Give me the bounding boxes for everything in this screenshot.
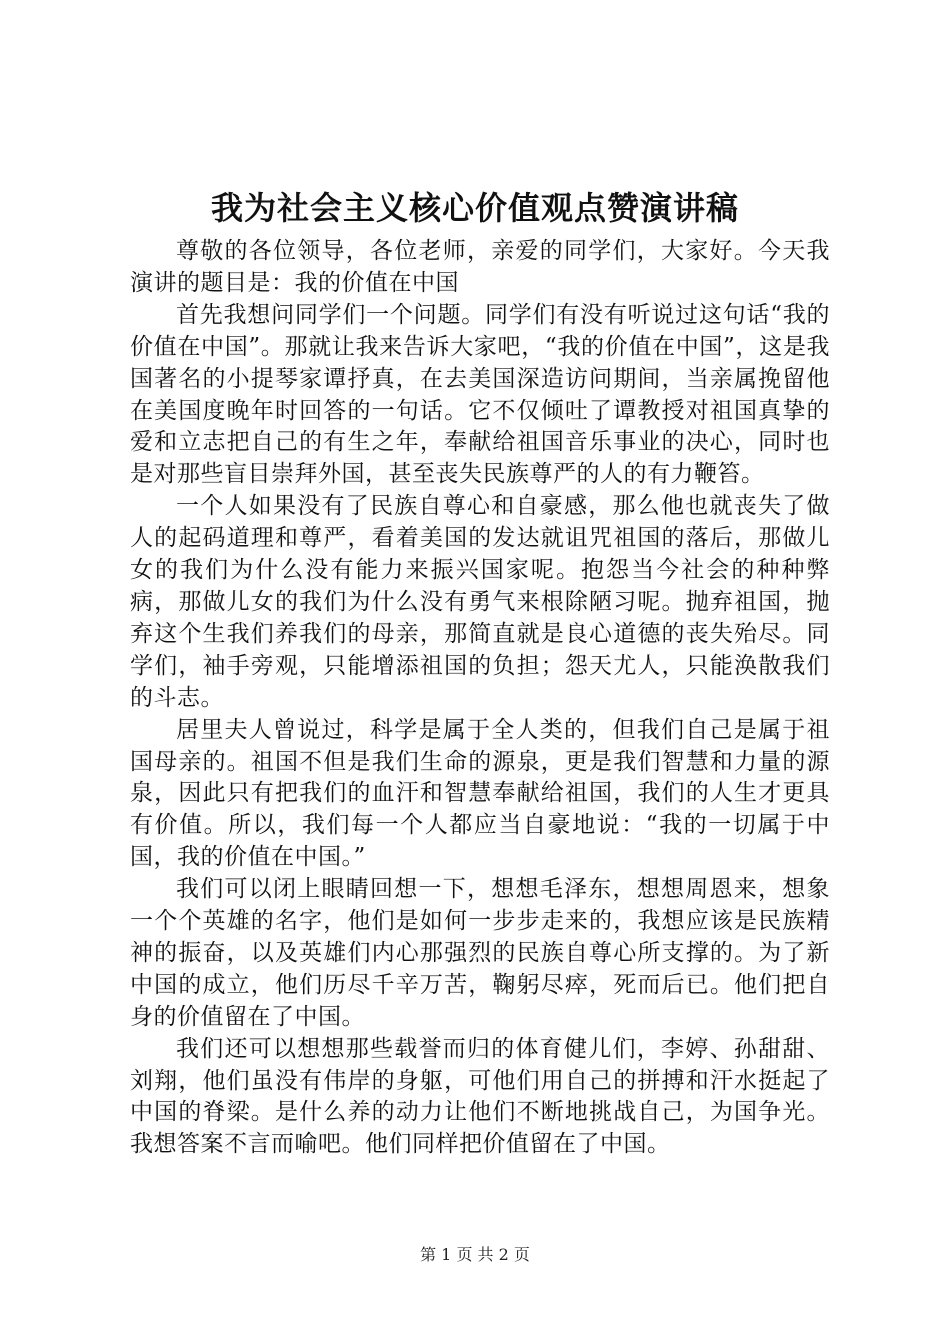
- paragraph-greeting: 尊敬的各位领导，各位老师，亲爱的同学们，大家好。今天我演讲的题目是：我的价值在中国: [130, 238, 830, 296]
- paragraph-athletes: 我们还可以想想那些载誉而归的体育健儿们，李婷、孙甜甜、刘翔，他们虽没有伟岸的身躯，可他们用自己的拼搏和汗水挺起了中国的脊梁。是什么养的动力让他们不断地挑战自己，为国争光。我想答案不言而喻吧。他们同样把价值留在了中国。: [130, 1035, 830, 1158]
- page-footer: 第 1 页 共 2 页: [420, 1245, 530, 1264]
- paragraph-curie: 居里夫人曾说过，科学是属于全人类的，但我们自己是属于祖国母亲的。祖国不但是我们生命的源泉，更是我们智慧和力量的源泉，因此只有把我们的血汗和智慧奉献给祖国，我们的人生才更具有价值。所以，我们每一个人都应当自豪地说：“我的一切属于中国，我的价值在中国。”: [130, 716, 830, 871]
- paragraph-heroes: 我们可以闭上眼睛回想一下，想想毛泽东，想想周恩来，想象一个个英雄的名字，他们是如何一步步走来的，我想应该是民族精神的振奋，以及英雄们内心那强烈的民族自尊心所支撑的。为了新中国的成立，他们历尽千辛万苦，鞠躬尽瘁，死而后已。他们把自身的价值留在了中国。: [130, 876, 830, 1030]
- page-title: 我为社会主义核心价值观点赞演讲稿: [210, 189, 739, 227]
- paragraph-dignity: 一个人如果没有了民族自尊心和自豪感，那么他也就丧失了做人的起码道理和尊严，看着美国的发达就诅咒祖国的落后，那做儿女的我们为什么没有能力来振兴国家呢。抱怨当今社会的种种弊病，那做儿女的我们为什么没有勇气来根除陋习呢。抛弃祖国，抛弃这个生我们养我们的母亲，那简直就是良心道德的丧失殆尽。同学们，袖手旁观，只能增添祖国的负担；怨天尤人，只能涣散我们的斗志。: [130, 493, 830, 711]
- speech-body: [130, 236, 830, 1161]
- paragraph-question: 首先我想问同学们一个问题。同学们有没有听说过这句话“我的价值在中国”。那就让我来告诉大家吧，“我的价值在中国”，这是我国著名的小提琴家谭抒真，在去美国深造访问期间，当亲属挽留他在美国度晚年时回答的一句话。它不仅倾吐了谭教授对祖国真挚的爱和立志把自己的有生之年，奉献给祖国音乐事业的决心，同时也是对那些盲目崇拜外国，甚至丧失民族尊严的人的有力鞭笞。: [130, 301, 830, 488]
